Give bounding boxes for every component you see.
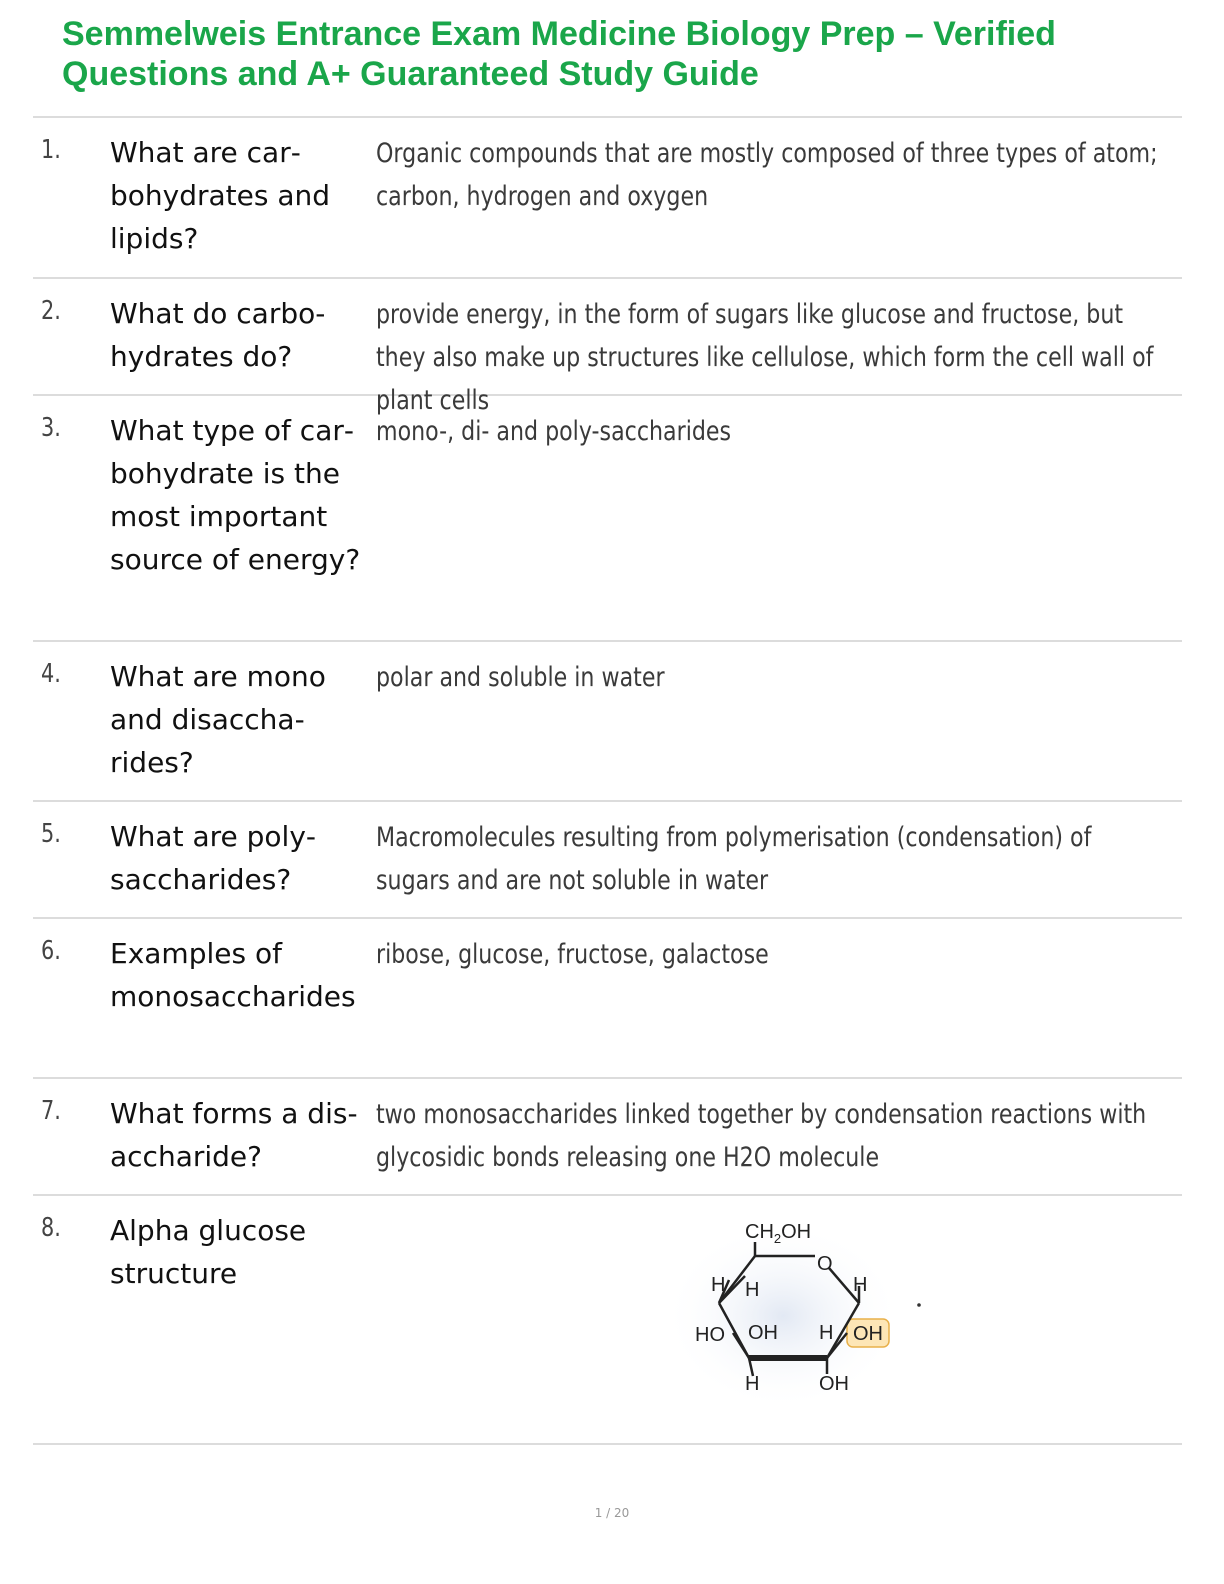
card-answer: provide energy, in the form of sugars like glucose and fructose, but they also make up structures like cellulose, which form the cell wall of plant cells — [376, 299, 1154, 416]
card-number: 3. — [41, 413, 61, 443]
card-number: 1. — [41, 135, 61, 165]
card-answer: mono-, di- and poly-saccharides — [376, 416, 732, 447]
card-number: 8. — [41, 1213, 61, 1243]
card-question: What are carbohydrates and lipids? — [110, 136, 331, 255]
h-label: H — [745, 1279, 760, 1301]
flashcard-row — [33, 1079, 1182, 1194]
oh-label: OH — [819, 1373, 849, 1395]
h-label: H — [711, 1274, 726, 1296]
card-question: What are mono and disaccharides? — [110, 660, 326, 779]
flashcard-row — [33, 642, 1182, 800]
h-label: H — [853, 1274, 868, 1296]
highlighted-oh-label: OH — [853, 1323, 883, 1345]
card-answer: two monosaccharides linked together by condensation reactions with glycosidic bonds releasing one H2O molecule — [376, 1099, 1147, 1173]
card-number: 7. — [41, 1096, 61, 1126]
ho-label: HO — [695, 1324, 725, 1346]
background-glow — [663, 1221, 903, 1411]
card-question: What type of carbohydrate is the most important source of energy? — [110, 414, 361, 576]
flashcard-row — [33, 919, 1182, 1077]
page-number: 1 / 20 — [594, 1506, 630, 1520]
card-answer: Organic compounds that are mostly composed of three types of atom; carbon, hydrogen and oxygen — [376, 138, 1158, 212]
flashcard-row — [33, 279, 1182, 416]
h-label: H — [819, 1322, 834, 1344]
card-number: 4. — [41, 659, 61, 689]
flashcard-row — [33, 802, 1182, 917]
card-question: Alpha glucose structure — [110, 1214, 307, 1290]
flashcard-row — [33, 396, 1182, 640]
document-title: Semmelweis Entrance Exam Medicine Biology Prep – Verified Questions and A+ Guaranteed Study Guide — [62, 15, 1056, 93]
card-number: 5. — [41, 819, 61, 849]
card-question: What are polysaccharides? — [110, 820, 317, 896]
flashcard-list — [33, 116, 1182, 1445]
card-question: Examples of monosaccharides — [110, 937, 356, 1013]
card-question: What do carbohydrates do? — [110, 297, 326, 373]
flashcard-row — [33, 118, 1182, 277]
alpha-glucose-structure — [633, 1206, 933, 1420]
oh-label: OH — [748, 1322, 778, 1344]
ring-oxygen-label: O — [817, 1253, 833, 1275]
card-answer: Macromolecules resulting from polymerisation (condensation) of sugars and are not soluble in water — [376, 822, 1092, 896]
card-answer: ribose, glucose, fructose, galactose — [376, 939, 769, 970]
h-label: H — [745, 1373, 760, 1395]
divider — [33, 1443, 1182, 1445]
flashcard-row — [33, 1196, 1182, 1443]
card-number: 2. — [41, 296, 61, 326]
card-number: 6. — [41, 936, 61, 966]
stray-dot — [917, 1303, 921, 1307]
ch2oh-label: $CH_2OH$ — [745, 1221, 812, 1246]
card-answer: polar and soluble in water — [376, 662, 665, 693]
card-question: What forms a disaccharide? — [110, 1097, 358, 1173]
